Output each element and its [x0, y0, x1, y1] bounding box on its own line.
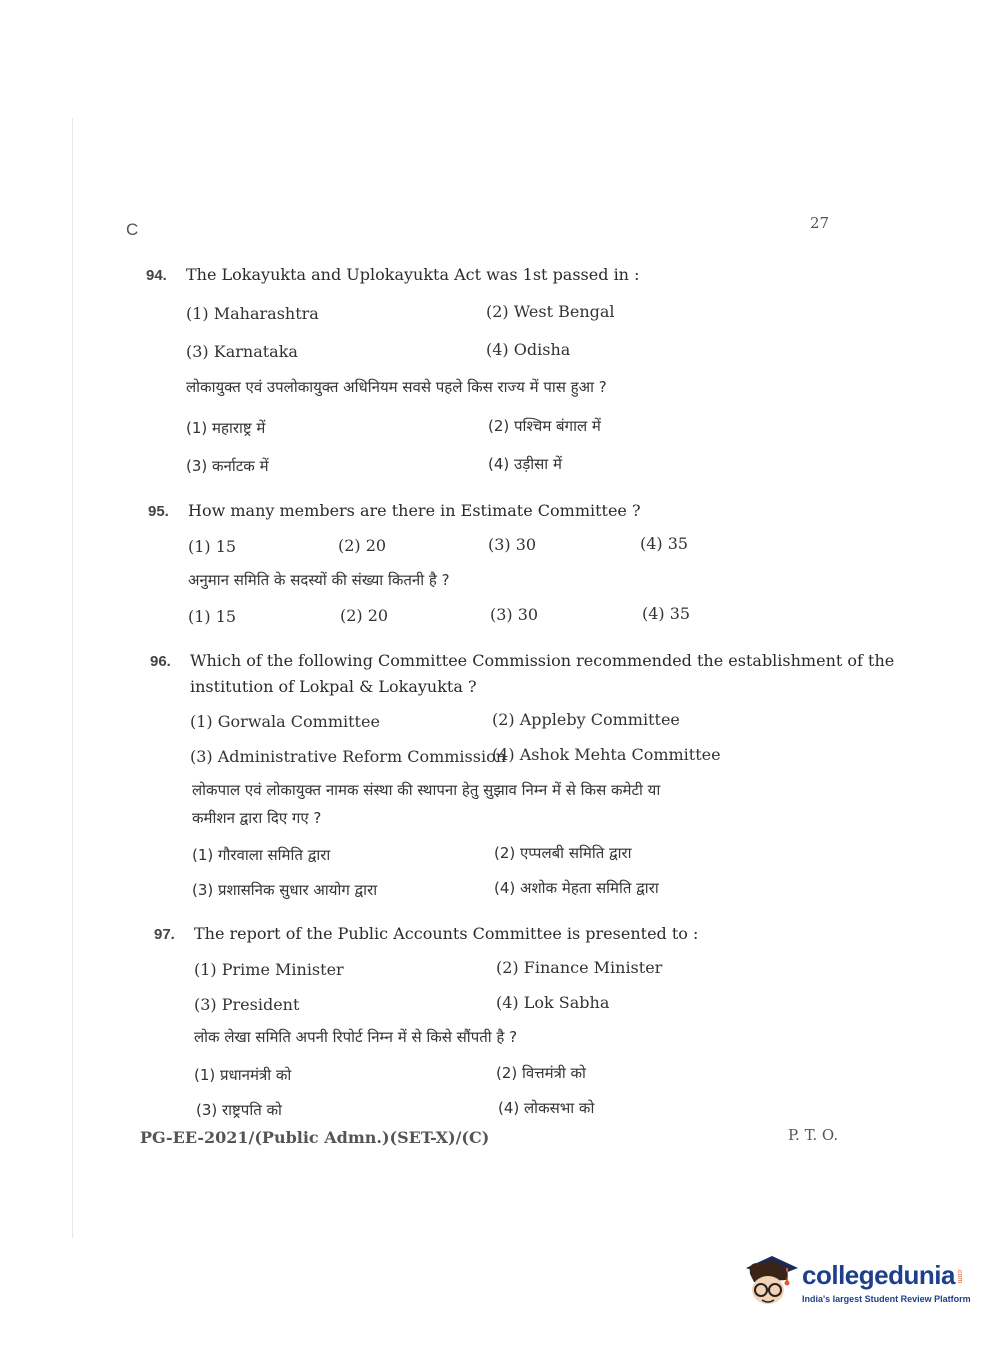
question-number: 94. [146, 267, 167, 284]
question-text-hi: लोकपाल एवं लोकायुक्त नामक संस्था की स्थापना हेतु सुझाव निम्न में से किस कमेटी या [192, 781, 661, 799]
option-hi: (4) 35 [642, 604, 691, 623]
option-en: (3) 30 [488, 535, 537, 554]
brand-tagline: India's largest Student Review Platform [802, 1294, 971, 1304]
option-hi: (2) वित्तमंत्री को [496, 1064, 586, 1082]
scan-edge-line [72, 118, 73, 1238]
option-hi: (3) राष्ट्रपति को [196, 1101, 282, 1119]
please-turn-over: P. T. O. [788, 1126, 839, 1144]
option-en: (1) Maharashtra [186, 304, 319, 323]
option-en: (2) 20 [338, 536, 387, 555]
option-en: (1) 15 [188, 537, 237, 556]
question-text-en: The Lokayukta and Uplokayukta Act was 1st passed in : [186, 265, 640, 284]
option-en: (3) Karnataka [186, 342, 298, 361]
option-hi: (4) उड़ीसा में [488, 455, 562, 473]
page-number: 27 [810, 214, 830, 232]
brand-name: collegedunia [802, 1260, 955, 1290]
option-hi: (1) महाराष्ट्र में [186, 419, 266, 437]
question-text-hi: लोक लेखा समिति अपनी रिपोर्ट निम्न में से किसे सौंपती है ? [194, 1028, 518, 1046]
option-en: (3) President [194, 995, 300, 1014]
question-text-en: The report of the Public Accounts Committee is presented to : [194, 924, 699, 943]
question-text-hi: लोकायुक्त एवं उपलोकायुक्त अधिनियम सवसे पहले किस राज्य में पास हुआ ? [186, 378, 607, 396]
option-hi: (2) पश्चिम बंगाल में [488, 417, 601, 435]
option-hi: (2) एप्पलबी समिति द्वारा [494, 844, 632, 862]
option-hi: (2) 20 [340, 606, 389, 625]
question-number: 96. [150, 653, 171, 670]
collegedunia-watermark [742, 1250, 972, 1314]
option-en: (2) West Bengal [486, 302, 615, 321]
option-en: (4) Ashok Mehta Committee [492, 745, 721, 764]
option-hi: (4) अशोक मेहता समिति द्वारा [494, 879, 659, 897]
option-hi: (1) गौरवाला समिति द्वारा [192, 846, 331, 864]
question-text-en-cont: institution of Lokpal & Lokayukta ? [190, 677, 477, 696]
option-en: (1) Gorwala Committee [190, 712, 380, 731]
option-en: (4) Lok Sabha [496, 993, 610, 1012]
option-hi: (1) प्रधानमंत्री को [194, 1066, 292, 1084]
set-letter: C [126, 220, 139, 239]
paper-code: PG-EE-2021/(Public Admn.)(SET-X)/(C) [140, 1128, 490, 1147]
option-en: (4) Odisha [486, 340, 571, 359]
option-en: (2) Appleby Committee [492, 710, 680, 729]
option-en: (1) Prime Minister [194, 960, 344, 979]
option-hi: (4) लोकसभा को [498, 1099, 595, 1117]
option-en: (3) Administrative Reform Commission [190, 747, 507, 766]
question-number: 95. [148, 503, 169, 520]
question-text-en: Which of the following Committee Commission recommended the establishment of the [190, 651, 895, 670]
brand-suffix: .com [956, 1268, 963, 1284]
question-text-en: How many members are there in Estimate Committee ? [188, 501, 641, 520]
option-en: (2) Finance Minister [496, 958, 663, 977]
option-hi: (3) कर्नाटक में [186, 457, 269, 475]
question-text-hi: अनुमान समिति के सदस्यों की संख्या कितनी है ? [188, 571, 450, 589]
question-text-hi-cont: कमीशन द्वारा दिए गए ? [192, 809, 322, 827]
mascot-graduate-icon [742, 1250, 800, 1312]
option-hi: (3) प्रशासनिक सुधार आयोग द्वारा [192, 881, 378, 899]
question-number: 97. [154, 926, 175, 943]
option-en: (4) 35 [640, 534, 689, 553]
option-hi: (1) 15 [188, 607, 237, 626]
option-hi: (3) 30 [490, 605, 539, 624]
